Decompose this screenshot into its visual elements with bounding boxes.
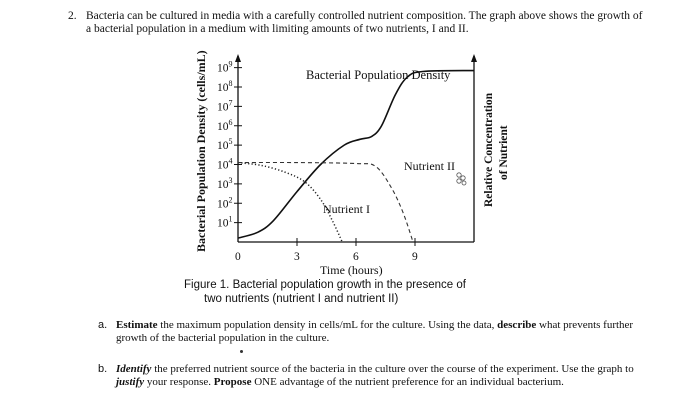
chart-title: Bacterial Population Density	[306, 68, 451, 82]
x-tick-label: 9	[412, 251, 418, 263]
scribble-mark	[457, 173, 466, 185]
figure-caption-line1: Figure 1. Bacterial population growth in the presence of	[184, 279, 466, 291]
part-b-text: Identify the preferred nutrient source of the bacteria in the culture over the course of the experiment. Use the graph to justify your response. Propose ONE advantage of the nutrient preference for an individual bacterium.	[116, 363, 634, 388]
y-tick-label: $10^3$	[217, 175, 233, 191]
y-tick-label: $10^6$	[217, 117, 233, 133]
x-tick-label: 3	[294, 251, 300, 263]
stray-mark	[240, 350, 243, 353]
right-axis-label-line1: Relative Concentration	[483, 92, 495, 207]
y-tick-label: $10^7$	[217, 98, 233, 114]
x-tick-label: 0	[235, 251, 241, 263]
right-axis-label-line2: of Nutrient	[498, 125, 510, 180]
y-tick-label: $10^2$	[217, 195, 233, 211]
part-a-label: a.	[98, 319, 108, 331]
y-tick-label: $10^1$	[217, 214, 233, 230]
nutrient-i-label: Nutrient I	[323, 202, 370, 216]
y-axis-label: Bacterial Population Density (cells/mL)	[194, 50, 208, 252]
x-tick-label: 6	[353, 251, 359, 263]
question-text: Bacteria can be cultured in media with a carefully controlled nutrient composition. The graph above shows the growth of a bacterial population in a medium with limiting amounts of two nutrients, I and II.	[86, 10, 643, 35]
figure-caption-line2: two nutrients (nutrient I and nutrient II)	[204, 293, 399, 305]
nutrient-ii-label: Nutrient II	[404, 159, 455, 173]
x-axis-label: Time (hours)	[320, 263, 383, 277]
part-b-label: b.	[98, 363, 108, 375]
y-tick-label: $10^9$	[217, 59, 233, 75]
chart-lines	[238, 71, 474, 242]
y-tick-label: $10^5$	[217, 137, 233, 153]
part-a-text: Estimate the maximum population density in cells/mL for the culture. Using the data, describe what prevents further growth of the bacterial population in the culture.	[116, 319, 634, 344]
right-axis-arrow	[471, 54, 477, 62]
y-tick-label: $10^4$	[217, 156, 233, 172]
y-tick-label: $10^8$	[217, 79, 233, 94]
question-number: 2.	[68, 10, 77, 22]
y-axis-arrow	[235, 54, 241, 62]
